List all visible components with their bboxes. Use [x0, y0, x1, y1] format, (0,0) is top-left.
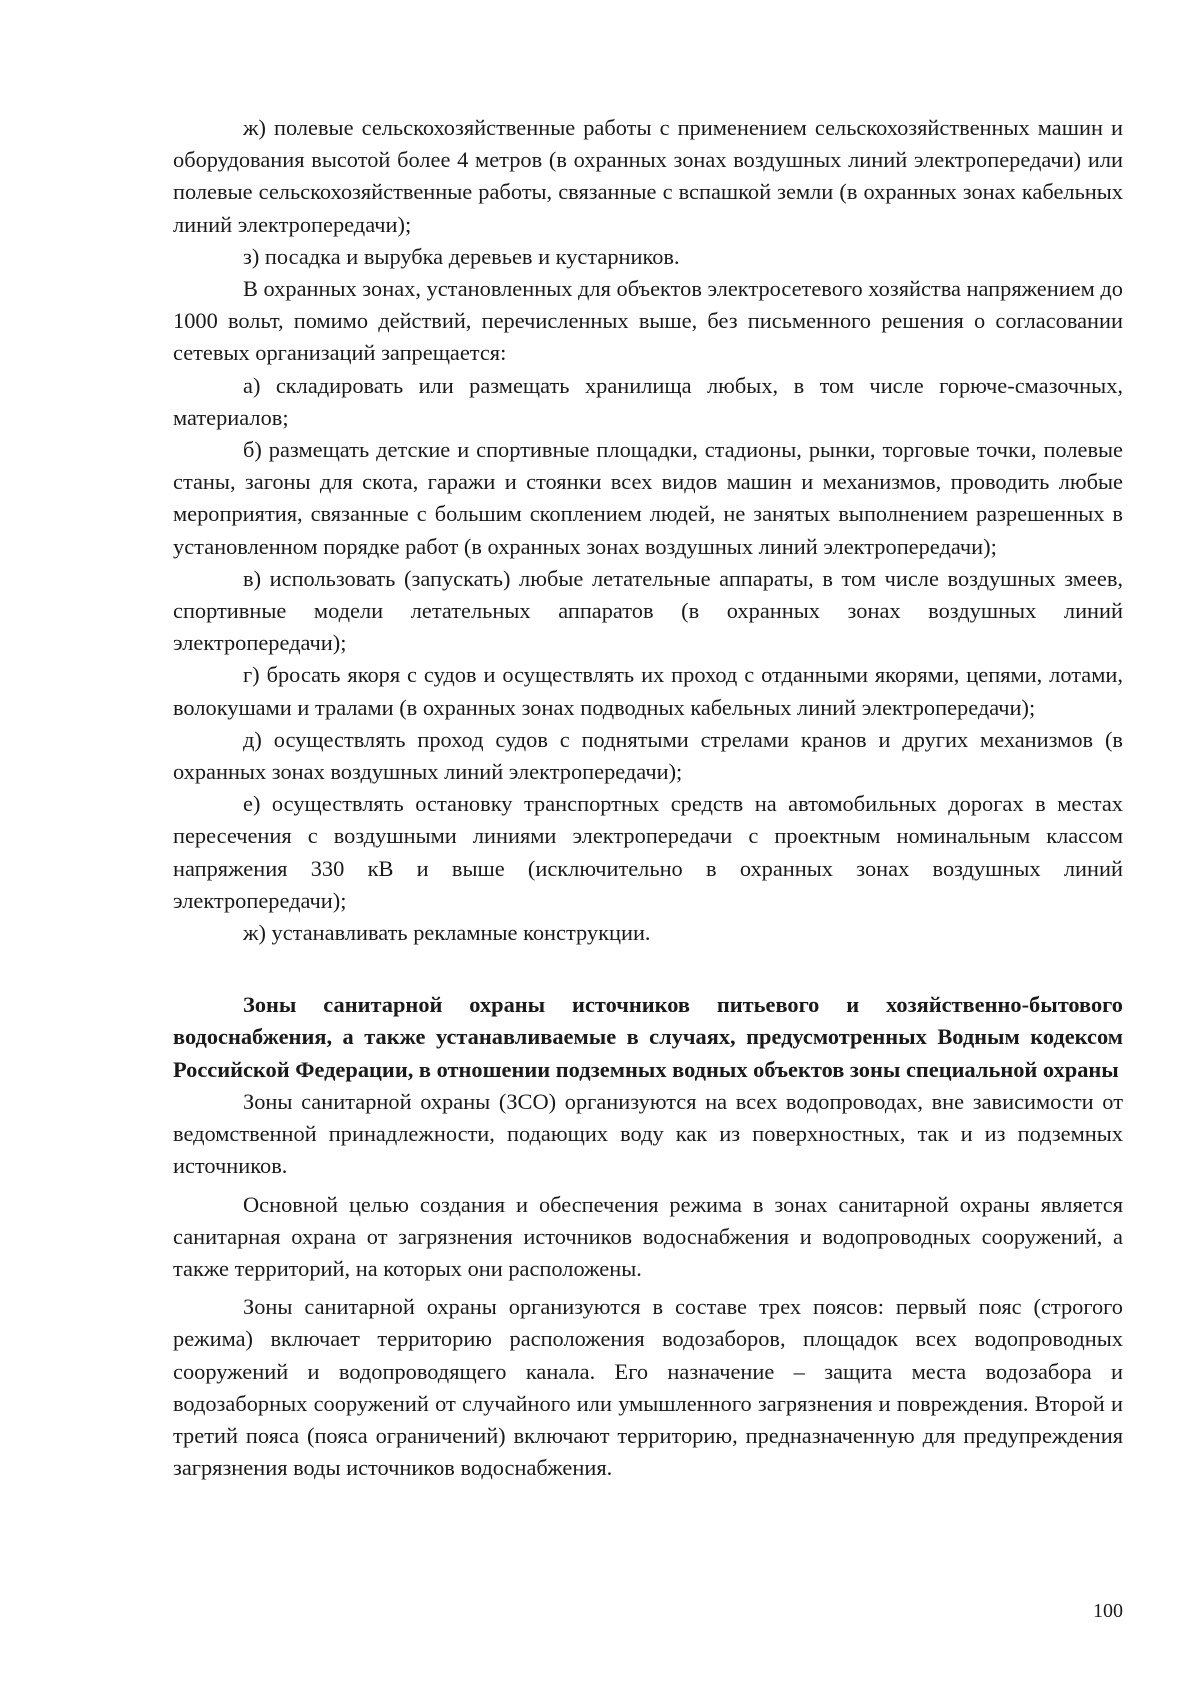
paragraph-b-playgrounds: б) размещать детские и спортивные площадки, стадионы, рынки, торговые точки, полевые станы, загоны для скота, гаражи и стоянки всех видов машин и механизмов, проводить любые мероприятия, связанные с большим скоплением людей, не занятых выполнением разрешенных в установленном порядке работ (в охранных зонах воздушных линий электропередачи);	[173, 437, 1123, 559]
section-heading-sanitary-zones: Зоны санитарной охраны источников питьевого и хозяйственно-бытового водоснабжения, а также устанавливаемые в случаях, предусмотренных Водным кодексом Российской Федерации, в отношении подземных водных объектов зоны специальной охраны	[173, 992, 1123, 1082]
paragraph-zso-belts: Зоны санитарной охраны организуются в составе трех поясов: первый пояс (строгого режима) включает территорию расположения водозаборов, площадок всех водопроводных сооружений и водопроводящего канала. Его назначение – защита места водозабора и водозаборных сооружений от случайного или умышленного загрязнения и повреждения. Второй и третий пояса (пояса ограничений) включают территорию, предназначенную для предупреждения загрязнения воды источников водоснабжения.	[173, 1294, 1123, 1481]
paragraph-zh-advertising: ж) устанавливать рекламные конструкции.	[243, 920, 651, 946]
paragraph-zso-purpose: Основной целью создания и обеспечения режима в зонах санитарной охраны является санитарная охрана от загрязнения источников водоснабжения и водопроводных сооружений, а также территорий, на которых они расположены.	[173, 1191, 1123, 1281]
paragraph-z-planting-trees: з) посадка и вырубка деревьев и кустарников.	[243, 243, 680, 269]
paragraph-g-anchors: г) бросать якоря с судов и осуществлять их проход с отданными якорями, цепями, лотами, волокушами и тралами (в охранных зонах подводных кабельных линий электропередачи);	[173, 662, 1123, 720]
paragraph-zones-1000-volt: В охранных зонах, установленных для объектов электросетевого хозяйства напряжением до 1000 вольт, помимо действий, перечисленных выше, без письменного решения о согласовании сетевых организаций запрещается:	[173, 276, 1123, 366]
paragraph-v-aircraft: в) использовать (запускать) любые летательные аппараты, в том числе воздушных змеев, спортивные модели летательных аппаратов (в охранных зонах воздушных линий электропередачи);	[173, 565, 1123, 656]
page-body	[173, 112, 1123, 1484]
page-number: 100	[1093, 1600, 1123, 1622]
paragraph-d-ships-cranes: д) осуществлять проход судов с поднятыми стрелами кранов и других механизмов (в охранных зонах воздушных линий электропередачи);	[173, 726, 1123, 785]
paragraph-a-storage: а) складировать или размещать хранилища любых, в том числе горюче-смазочных, материалов;	[173, 372, 1123, 430]
paragraph-zso-organized: Зоны санитарной охраны (ЗСО) организуются на всех водопроводах, вне зависимости от ведомственной принадлежности, подающих воду как из поверхностных, так и из подземных источников.	[173, 1088, 1123, 1179]
paragraph-zh-agricultural-works: ж) полевые сельскохозяйственные работы с применением сельскохозяйственных машин и оборудования высотой более 4 метров (в охранных зонах воздушных линий электропередачи) или полевые сельскохозяйственные работы, связанные с вспашкой земли (в охранных зонах кабельных линий электропередачи);	[173, 115, 1123, 237]
paragraph-e-vehicle-stops: е) осуществлять остановку транспортных средств на автомобильных дорогах в местах пересечения с воздушными линиями электропередачи с проектным номинальным классом напряжения 330 кВ и выше (исключительно в охранных зонах воздушных линий электропередачи);	[173, 791, 1123, 913]
